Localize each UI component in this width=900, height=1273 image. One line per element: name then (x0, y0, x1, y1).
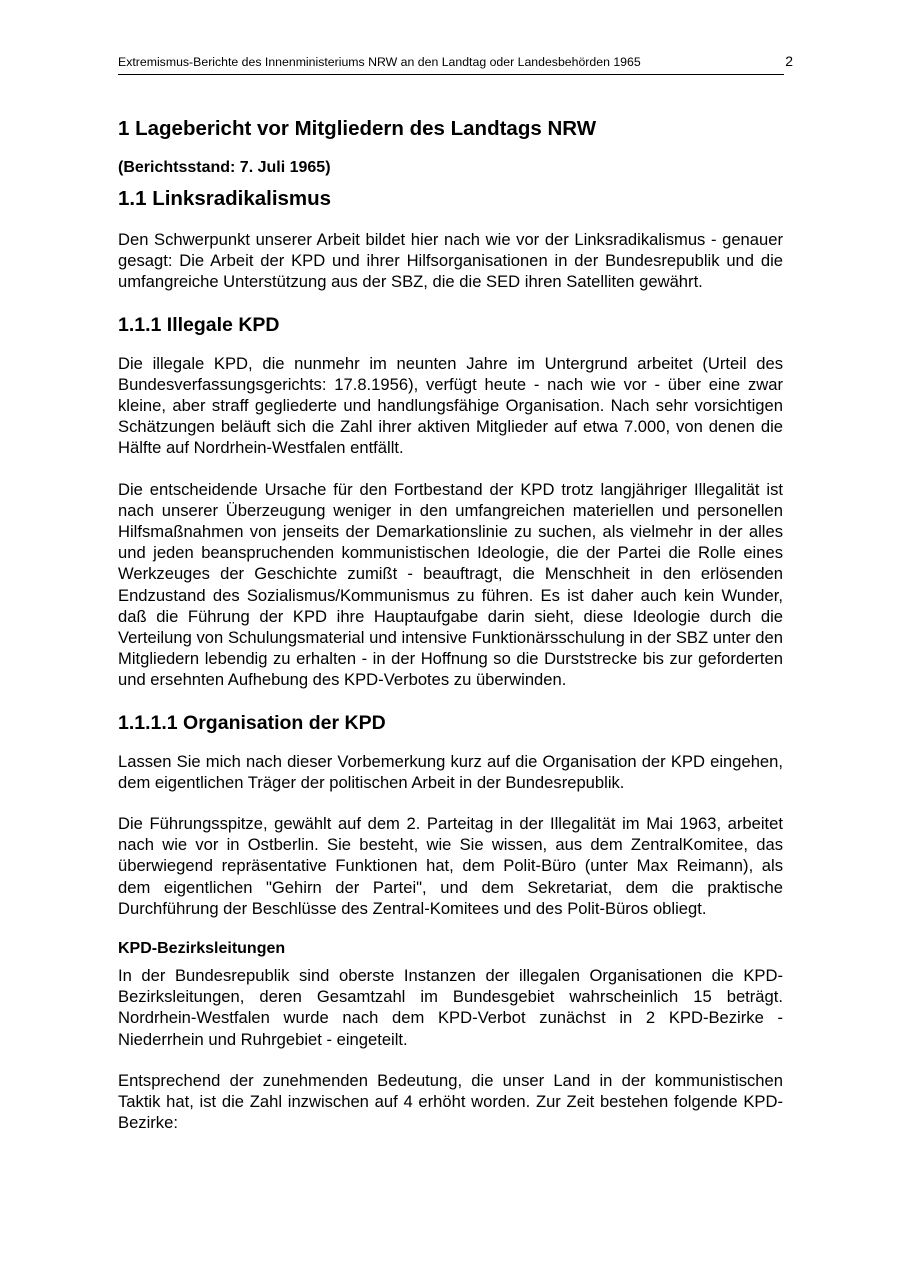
running-header (118, 53, 793, 75)
section-heading-linksradikalismus: 1.1 Linksradikalismus (118, 187, 332, 210)
document-body (118, 116, 783, 1134)
paragraph: Die entscheidende Ursache für den Fortbestand der KPD trotz langjähriger Illegalität ist nach unserer Überzeugung weniger in den umfangreichen materiellen und personellen Hilfsmaßnahmen von jenseits der Demarkationslinie zu suchen, als vielmehr in der alles und jeden beanspruchenden kommunistischen Ideologie, die der Partei die Rolle eines Werkzeuges der Geschichte zumißt - beauftragt, die Menschheit in den erlösenden Endzustand des Sozialismus/Kommunismus zu führen. Es ist daher auch kein Wunder, daß die Führung der KPD ihre Hauptaufgabe darin sieht, diese Ideologie durch die Verteilung von Schulungsmaterial und intensive Funktionärsschulung in der SBZ unter den Mitgliedern lebendig zu erhalten - in der Hoffnung so die Durststrecke bis zur geforderten und ersehnten Aufhebung des KPD-Verbotes zu überwinden. (118, 479, 783, 690)
report-status-line: (Berichtsstand: 7. Juli 1965) (118, 159, 331, 176)
paragraph: Die illegale KPD, die nunmehr im neunten Jahre im Untergrund arbeitet (Urteil des Bundesverfassungsgerichts: 17.8.1956), verfügt heute - nach wie vor - über eine zwar kleine, aber straff gegliederte und handlungsfähige Organisation. Nach sehr vorsichtigen Schätzungen beläuft sich die Zahl ihrer aktiven Mitglieder auf etwa 7.000, von denen die Hälfte auf Nordrhein-Westfalen entfällt. (118, 353, 783, 458)
page-number: 2 (785, 53, 793, 69)
paragraph: Entsprechend der zunehmenden Bedeutung, die unser Land in der kommunistischen Taktik hat, ist die Zahl inzwischen auf 4 erhöht worden. Zur Zeit bestehen folgende KPD-Bezirke: (118, 1070, 783, 1133)
section-heading-organisation-der-kpd: 1.1.1.1 Organisation der KPD (118, 711, 386, 734)
paragraph: Die Führungsspitze, gewählt auf dem 2. Parteitag in der Illegalität im Mai 1963, arbeitet nach wie vor in Ostberlin. Sie besteht, wie Sie wissen, aus dem ZentralKomitee, das überwiegend repräsentative Funktionen hat, dem Polit-Büro (unter Max Reimann), als dem eigentlichen "Gehirn der Partei", und dem Sekretariat, dem die praktische Durchführung der Beschlüsse des Zentral-Komitees und des Polit-Büros obliegt. (118, 814, 783, 918)
section-heading-illegale-kpd: 1.1.1 Illegale KPD (118, 313, 280, 336)
paragraph: Den Schwerpunkt unserer Arbeit bildet hier nach wie vor der Linksradikalismus - genauer gesagt: Die Arbeit der KPD und ihrer Hilfsorganisationen in der Bundesrepublik und die umfangreiche Unterstützung aus der SBZ, die die SED ihren Satelliten gewährt. (118, 230, 783, 292)
running-header-title: Extremismus-Berichte des Innenministeriums NRW an den Landtag oder Landesbehörden 1965 (118, 55, 641, 69)
subheading-kpd-bezirksleitungen: KPD-Bezirksleitungen (118, 940, 286, 958)
chapter-heading: 1 Lagebericht vor Mitgliedern des Landtags NRW (118, 117, 597, 140)
paragraph: Lassen Sie mich nach dieser Vorbemerkung kurz auf die Organisation der KPD eingehen, dem eigentlichen Träger der politischen Arbeit in der Bundesrepublik. (118, 751, 783, 792)
paragraph: In der Bundesrepublik sind oberste Instanzen der illegalen Organisationen die KPD-Bezirksleitungen, deren Gesamtzahl im Bundesgebiet wahrscheinlich 15 beträgt. Nordrhein-Westfalen wurde nach dem KPD-Verbot zunächst in 2 KPD-Bezirke - Niederrhein und Ruhrgebiet - eingeteilt. (118, 966, 783, 1049)
